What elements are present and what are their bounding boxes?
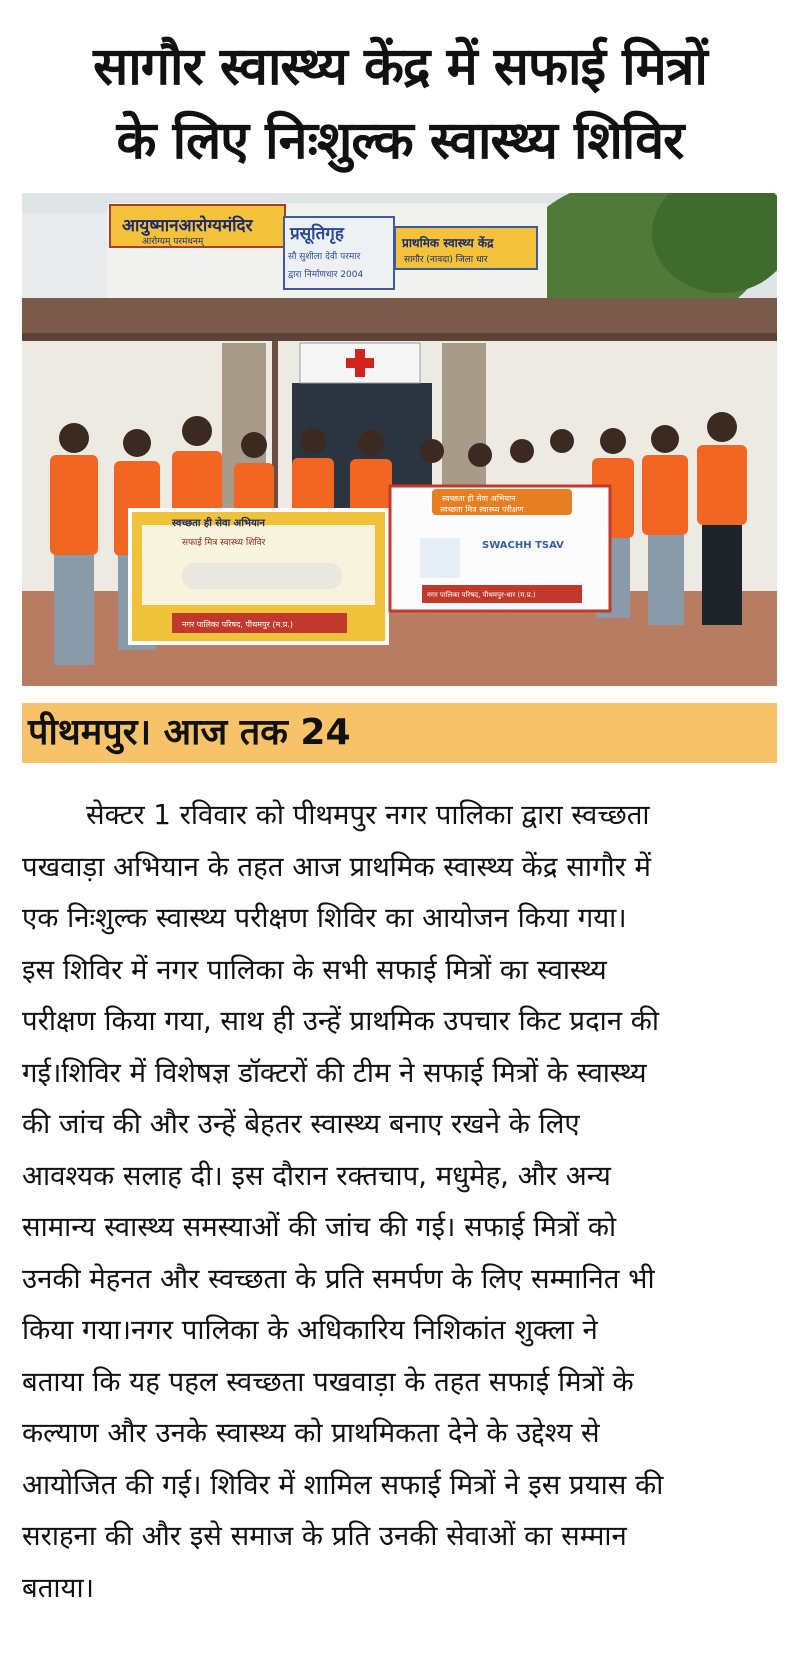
article-line: की जांच की और उन्हें बेहतर स्वास्थ्य बनाए रखने के लिए — [22, 1108, 580, 1140]
banner-left — [130, 510, 387, 643]
article-line: आवश्यक सलाह दी। इस दौरान रक्तचाप, मधुमेह, और अन्य — [22, 1159, 611, 1192]
article-line: बताया। — [22, 1571, 94, 1604]
banner-right-title: स्वच्छता ही सेवा अभियान — [442, 494, 516, 503]
news-photo — [22, 193, 777, 686]
headline — [20, 30, 780, 178]
banner-left-sub: सफाई मित्र स्वास्थ्य शिविर — [182, 538, 266, 548]
sign-prasuti-text: प्रसूतिगृह — [290, 224, 344, 244]
banner-right-sub: स्वच्छता मित्र स्वास्थ्य परीक्षण — [440, 505, 524, 514]
sign-phc-text: प्राथमिक स्वास्थ्य केंद्र — [402, 236, 494, 250]
article-line: इस शिविर में नगर पालिका के सभी सफाई मित्रों का स्वास्थ्य — [22, 953, 607, 986]
banner-left-title: स्वच्छता ही सेवा अभियान — [172, 518, 265, 529]
article-line: पखवाड़ा अभियान के तहत आज प्राथमिक स्वास्थ्य केंद्र सागौर में — [22, 850, 652, 883]
article-line: परीक्षण किया गया, साथ ही उन्हें प्राथमिक उपचार किट प्रदान की — [22, 1005, 660, 1037]
article-line: आयोजित की गई। शिविर में शामिल सफाई मित्रों ने इस प्रयास की — [22, 1468, 664, 1501]
dateline-text: पीथमपुर। आज तक 24 — [28, 712, 351, 753]
banner-right — [390, 486, 610, 611]
sign-prasuti-sub2: द्वारा निर्माणधार 2004 — [288, 270, 364, 280]
article-line: सराहना की और इसे समाज के प्रति उनकी सेवाओं का सम्मान — [22, 1520, 627, 1552]
article-line: कल्याण और उनके स्वास्थ्य को प्राथमिकता देने के उद्देश्य से — [22, 1417, 600, 1449]
headline-line-2: के लिए निःशुल्क स्वास्थ्य शिविर — [116, 111, 684, 171]
headline-line-1: सागौर स्वास्थ्य केंद्र में सफाई मित्रों — [93, 37, 707, 97]
sign-ayushman-text: आयुष्मानआरोग्यमंदिर — [122, 216, 253, 236]
article-line: सेक्टर 1 रविवार को पीथमपुर नगर पालिका द्वारा स्वच्छता — [86, 799, 650, 831]
article-line: गई।शिविर में विशेषज्ञ डॉक्टरों की टीम ने सफाई मित्रों के स्वास्थ्य — [22, 1056, 647, 1089]
banner-right-logo: SWACHH TSAV — [482, 540, 564, 551]
dateline-bar — [22, 703, 777, 763]
sign-phc-sub: सागौर (नावदा) जिला धार — [404, 255, 488, 265]
sign-ayushman-sub: आरोग्यम् परमंधनम् — [142, 237, 204, 247]
sign-prasuti-sub1: सौ सुशीला देवी परमार — [288, 252, 361, 262]
article-line: सामान्य स्वास्थ्य समस्याओं की जांच की गई। सफाई मित्रों को — [22, 1211, 617, 1243]
article-body — [22, 790, 777, 1614]
banner-right-footer: नगर पालिका परिषद, पीथमपुर-धार (म.प्र.) — [427, 591, 536, 599]
article-line: बताया कि यह पहल स्वच्छता पखवाड़ा के तहत सफाई मित्रों के — [22, 1365, 634, 1398]
article-line: उनकी मेहनत और स्वच्छता के प्रति समर्पण के लिए सम्मानित भी — [22, 1262, 655, 1295]
photo-illustration — [22, 193, 777, 686]
article-line: किया गया।नगर पालिका के अधिकारिय निशिकांत शुक्ला ने — [22, 1314, 598, 1346]
banner-left-footer: नगर पालिका परिषद, पीथमपुर (म.प्र.) — [182, 620, 294, 629]
article-line: एक निःशुल्क स्वास्थ्य परीक्षण शिविर का आयोजन किया गया। — [22, 902, 627, 934]
